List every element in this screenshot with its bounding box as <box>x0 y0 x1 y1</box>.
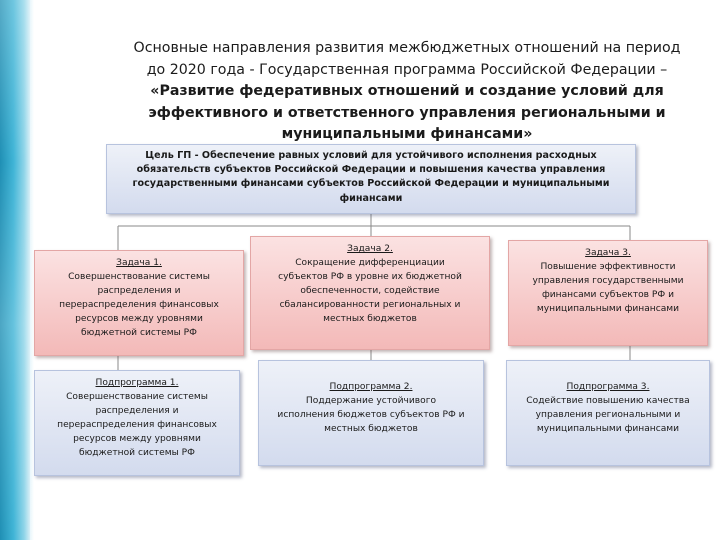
task-2-heading: Задача 2. <box>347 244 393 254</box>
goal-line: государственными финансами субъектов Российской Федерации и муниципальными <box>132 178 610 190</box>
title-line-1: Основные направления развития межбюджетных отношений на период <box>133 40 681 56</box>
goal-line: обязательств субъектов Российской Федерации и повышения качества управления <box>136 164 606 176</box>
task-2-line: Сокращение дифференциации <box>295 257 445 268</box>
subprogram-3-line: управления региональными и <box>535 409 681 420</box>
task-3-line: управления государственными <box>532 275 684 286</box>
task-1-box <box>34 250 244 356</box>
subprogram-3-box <box>506 360 710 466</box>
task-2-line: обеспеченности, содействие <box>300 285 440 296</box>
task-3-box <box>508 240 708 346</box>
subprogram-2-line: Поддержание устойчивого <box>305 395 437 406</box>
goal-line: финансами <box>339 192 403 204</box>
subprogram-1-line: перераспределения финансовых <box>57 419 217 430</box>
task-1-line: перераспределения финансовых <box>59 299 219 310</box>
subprogram-3-line: Содействие повышению качества <box>526 395 690 406</box>
task-1-heading: Задача 1. <box>116 258 162 268</box>
subprogram-3-heading: Подпрограмма 3. <box>566 382 650 392</box>
title-line-4: эффективного и ответственного управления региональными и <box>148 104 666 121</box>
task-2-line: местных бюджетов <box>323 313 417 324</box>
subprogram-1-line: Совершенствование системы <box>66 391 208 402</box>
task-3-line: Повышение эффективности <box>540 261 676 272</box>
subprogram-2-box <box>258 360 484 466</box>
task-1-line: ресурсов между уровнями <box>75 313 203 324</box>
task-1-line: бюджетной системы РФ <box>81 327 197 338</box>
task-2-line: сбалансированности региональных и <box>279 299 461 310</box>
task-2-line: субъектов РФ в уровне их бюджетной <box>278 271 462 282</box>
subprogram-1-line: бюджетной системы РФ <box>79 447 195 458</box>
subprogram-1-line: ресурсов между уровнями <box>73 433 201 444</box>
subprogram-3-line: муниципальными финансами <box>536 423 680 434</box>
task-1-line: распределения и <box>97 285 181 296</box>
subprogram-1-line: распределения и <box>95 405 179 416</box>
subprogram-2-line: исполнения бюджетов субъектов РФ и <box>277 409 465 420</box>
task-2-box <box>250 236 490 350</box>
task-3-heading: Задача 3. <box>585 248 631 258</box>
title-line-5: муниципальными финансами» <box>281 126 533 142</box>
task-1-line: Совершенствование системы <box>68 271 210 282</box>
goal-box <box>106 144 636 214</box>
subprogram-2-line: местных бюджетов <box>324 423 418 434</box>
goal-line: Цель ГП - Обеспечение равных условий для устойчивого исполнения расходных <box>145 150 597 161</box>
title-line-2: до 2020 года - Государственная программа Российской Федерации – <box>146 61 668 78</box>
subprogram-2-heading: Подпрограмма 2. <box>329 382 413 392</box>
task-3-line: финансами субъектов РФ и <box>541 289 675 300</box>
task-3-line: муниципальными финансами <box>536 303 680 314</box>
subprogram-1-heading: Подпрограмма 1. <box>95 378 179 388</box>
title-line-3: «Развитие федеративных отношений и создание условий для <box>150 83 664 99</box>
subprogram-1-box <box>34 370 240 476</box>
